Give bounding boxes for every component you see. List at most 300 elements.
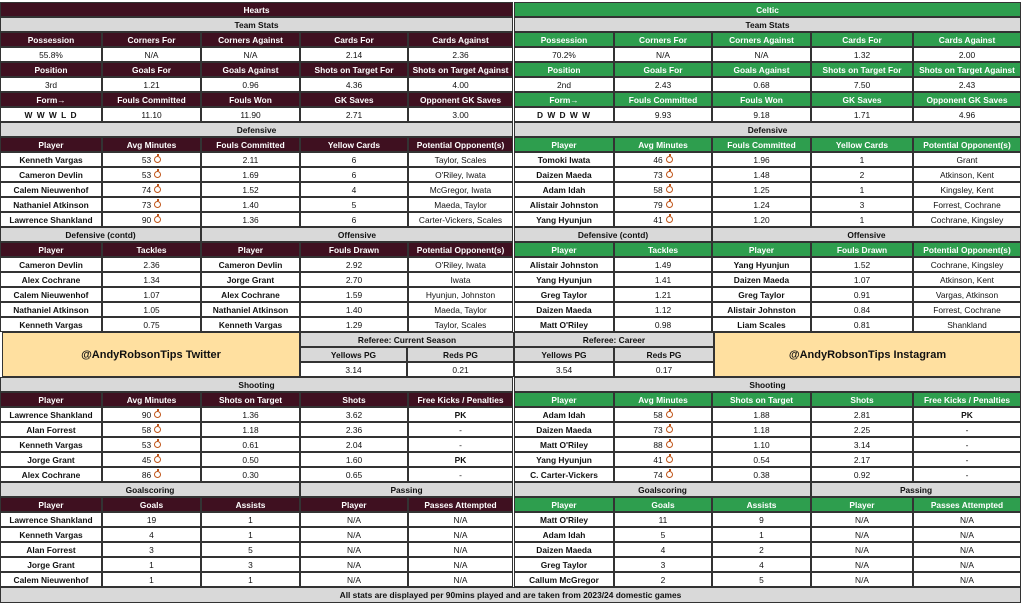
defensive-cell — [102, 167, 201, 182]
stopwatch-icon — [154, 201, 161, 208]
def-contd-cell: Daizen Maeda — [514, 302, 614, 317]
avg-minutes-value: 41 — [653, 454, 663, 465]
shooting-title: Shooting — [514, 377, 1021, 392]
offensive-cell: Iwata — [408, 272, 513, 287]
shooting-cell — [102, 467, 201, 482]
passing-cell: N/A — [811, 512, 913, 527]
defensive-cell: Kingsley, Kent — [913, 182, 1021, 197]
defensive-cell: 1.36 — [201, 212, 300, 227]
shooting-header: Avg Minutes — [102, 392, 201, 407]
def-contd-cell: 1.41 — [614, 272, 712, 287]
shooting-cell: 1.88 — [712, 407, 811, 422]
stat-header: Form→ — [514, 92, 614, 107]
defensive-cell: 2 — [811, 167, 913, 182]
stopwatch-icon — [154, 411, 161, 418]
avg-minutes-value: 41 — [653, 214, 663, 225]
shooting-cell: 2.04 — [300, 437, 408, 452]
defensive-cell: Tomoki Iwata — [514, 152, 614, 167]
goalscoring-cell: Daizen Maeda — [514, 542, 614, 557]
goalscoring-cell: Adam Idah — [514, 527, 614, 542]
goalscoring-cell: 9 — [712, 512, 811, 527]
shooting-cell: Daizen Maeda — [514, 422, 614, 437]
shooting-cell — [102, 437, 201, 452]
passing-cell: N/A — [408, 572, 513, 587]
avg-minutes-value: 45 — [141, 454, 152, 465]
referee-career-title: Referee: Career — [514, 332, 714, 347]
defensive-cell: 1.52 — [201, 182, 300, 197]
defensive-cell: 1.25 — [712, 182, 811, 197]
passing-cell: N/A — [300, 527, 408, 542]
stat-value: 2.71 — [300, 107, 408, 122]
goalscoring-cell: Jorge Grant — [0, 557, 102, 572]
stat-header: Shots on Target Against — [913, 62, 1021, 77]
passing-cell: N/A — [913, 557, 1021, 572]
def-contd-cell: Kenneth Vargas — [0, 317, 102, 332]
defensive-cell — [614, 167, 712, 182]
defensive-cell: 5 — [300, 197, 408, 212]
passing-cell: N/A — [811, 527, 913, 542]
goalscoring-cell: 4 — [712, 557, 811, 572]
shooting-cell: PK — [913, 407, 1021, 422]
defensive-cell — [102, 212, 201, 227]
passing-cell: N/A — [913, 527, 1021, 542]
offensive-cell: Maeda, Taylor — [408, 302, 513, 317]
def-contd-cell: Cameron Devlin — [0, 257, 102, 272]
shooting-cell: - — [408, 422, 513, 437]
offensive-cell: 1.07 — [811, 272, 913, 287]
offensive-cell: Daizen Maeda — [712, 272, 811, 287]
offensive-cell: Alex Cochrane — [201, 287, 300, 302]
defensive-header: Potential Opponent(s) — [408, 137, 513, 152]
shooting-cell: - — [913, 437, 1021, 452]
stat-header: Opponent GK Saves — [408, 92, 513, 107]
avg-minutes-value: 73 — [653, 169, 663, 180]
stat-value: N/A — [102, 47, 201, 62]
passing-header: Passes Attempted — [408, 497, 513, 512]
stopwatch-icon — [666, 171, 673, 178]
stopwatch-icon — [154, 471, 161, 478]
stopwatch-icon — [666, 156, 673, 163]
defensive-cell: 4 — [300, 182, 408, 197]
defensive-header: Player — [514, 137, 614, 152]
referee-value: 0.21 — [407, 362, 514, 377]
defensive-cell: 3 — [811, 197, 913, 212]
passing-cell: N/A — [408, 512, 513, 527]
passing-cell: N/A — [811, 557, 913, 572]
defensive-cell — [614, 152, 712, 167]
shooting-cell: Alan Forrest — [0, 422, 102, 437]
goalscoring-cell: 5 — [201, 542, 300, 557]
passing-header: Player — [300, 497, 408, 512]
stopwatch-icon — [666, 216, 673, 223]
stat-value: 4.36 — [300, 77, 408, 92]
passing-cell: N/A — [408, 542, 513, 557]
shooting-cell: Adam Idah — [514, 407, 614, 422]
shooting-header: Shots — [811, 392, 913, 407]
goalscoring-cell: 1 — [712, 527, 811, 542]
offensive-cell: 1.52 — [811, 257, 913, 272]
defensive-cell: Maeda, Taylor — [408, 197, 513, 212]
stat-value: 4.00 — [408, 77, 513, 92]
stat-value: 7.50 — [811, 77, 913, 92]
avg-minutes-value: 58 — [653, 184, 663, 195]
shooting-cell — [614, 422, 712, 437]
stat-header: Fouls Won — [201, 92, 300, 107]
offensive-cell: 2.70 — [300, 272, 408, 287]
shooting-cell — [102, 407, 201, 422]
stat-header: Position — [0, 62, 102, 77]
goalscoring-cell: 11 — [614, 512, 712, 527]
defensive-cell: 1.69 — [201, 167, 300, 182]
def-contd-header: Player — [0, 242, 102, 257]
shooting-cell: 1.18 — [201, 422, 300, 437]
goalscoring-cell: 4 — [614, 542, 712, 557]
stat-value: 0.96 — [201, 77, 300, 92]
avg-minutes-value: 73 — [653, 424, 663, 435]
defensive-cell: 1.40 — [201, 197, 300, 212]
defensive-cell — [102, 182, 201, 197]
shooting-cell: Kenneth Vargas — [0, 437, 102, 452]
stopwatch-icon — [154, 186, 161, 193]
offensive-cell: 1.40 — [300, 302, 408, 317]
stat-value: 2.36 — [408, 47, 513, 62]
shooting-cell: 1.10 — [712, 437, 811, 452]
stat-value: 0.68 — [712, 77, 811, 92]
offensive-header: Potential Opponent(s) — [408, 242, 513, 257]
stat-value: 11.10 — [102, 107, 201, 122]
stat-header: Shots on Target Against — [408, 62, 513, 77]
shooting-cell — [614, 467, 712, 482]
shooting-cell: Matt O'Riley — [514, 437, 614, 452]
defensive-cell: Carter-Vickers, Scales — [408, 212, 513, 227]
stat-header: Form→ — [0, 92, 102, 107]
defensive-cell: O'Riley, Iwata — [408, 167, 513, 182]
offensive-cell: Greg Taylor — [712, 287, 811, 302]
defensive-title: Defensive — [0, 122, 513, 137]
referee-current-title: Referee: Current Season — [300, 332, 514, 347]
goalscoring-cell: Greg Taylor — [514, 557, 614, 572]
stopwatch-icon — [666, 471, 673, 478]
def-contd-cell: 1.12 — [614, 302, 712, 317]
offensive-cell: 0.84 — [811, 302, 913, 317]
shooting-cell — [102, 422, 201, 437]
stat-header: Corners Against — [201, 32, 300, 47]
shooting-cell: 3.14 — [811, 437, 913, 452]
defensive-cell — [102, 152, 201, 167]
goalscoring-cell: 5 — [614, 527, 712, 542]
passing-cell: N/A — [300, 512, 408, 527]
shooting-cell: 0.65 — [300, 467, 408, 482]
passing-cell: N/A — [913, 512, 1021, 527]
offensive-cell: O'Riley, Iwata — [408, 257, 513, 272]
stat-header: GK Saves — [811, 92, 913, 107]
def-contd-header: Player — [514, 242, 614, 257]
defensive-cell: 6 — [300, 167, 408, 182]
shooting-cell: 0.54 — [712, 452, 811, 467]
stat-value: 2nd — [514, 77, 614, 92]
defensive-cell: Yang Hyunjun — [514, 212, 614, 227]
def-contd-cell: 1.21 — [614, 287, 712, 302]
defensive-cell: 1 — [811, 152, 913, 167]
stopwatch-icon — [154, 426, 161, 433]
avg-minutes-value: 90 — [141, 214, 152, 225]
stat-value: 2.43 — [614, 77, 712, 92]
goalscoring-cell: Kenneth Vargas — [0, 527, 102, 542]
passing-header: Passes Attempted — [913, 497, 1021, 512]
passing-cell: N/A — [913, 572, 1021, 587]
passing-header: Player — [811, 497, 913, 512]
defensive-cell: 6 — [300, 152, 408, 167]
defensive-cell: 1.24 — [712, 197, 811, 212]
offensive-cell: Cameron Devlin — [201, 257, 300, 272]
shooting-cell — [102, 452, 201, 467]
stopwatch-icon — [666, 456, 673, 463]
stat-value: 4.96 — [913, 107, 1021, 122]
defensive-cell: 1 — [811, 182, 913, 197]
stat-header: Cards Against — [408, 32, 513, 47]
offensive-cell: Atkinson, Kent — [913, 272, 1021, 287]
shooting-header: Shots on Target — [712, 392, 811, 407]
referee-value: 3.14 — [300, 362, 407, 377]
passing-cell: N/A — [811, 572, 913, 587]
stat-header: Goals For — [614, 62, 712, 77]
defensive-title: Defensive — [514, 122, 1021, 137]
referee-header: Reds PG — [407, 347, 514, 362]
offensive-cell: Cochrane, Kingsley — [913, 257, 1021, 272]
avg-minutes-value: 58 — [653, 409, 663, 420]
defensive-cell: Nathaniel Atkinson — [0, 197, 102, 212]
def-contd-cell: Matt O'Riley — [514, 317, 614, 332]
offensive-cell: Kenneth Vargas — [201, 317, 300, 332]
shooting-cell: 2.81 — [811, 407, 913, 422]
def-contd-cell: Alistair Johnston — [514, 257, 614, 272]
offensive-header: Player — [201, 242, 300, 257]
defensive-header: Player — [0, 137, 102, 152]
defensive-cell: Forrest, Cochrane — [913, 197, 1021, 212]
team-name: Hearts — [0, 2, 513, 17]
defensive-cell — [614, 182, 712, 197]
offensive-header: Player — [712, 242, 811, 257]
def-contd-cell: Nathaniel Atkinson — [0, 302, 102, 317]
stat-header: Goals Against — [201, 62, 300, 77]
stopwatch-icon — [154, 216, 161, 223]
stat-header: Fouls Committed — [102, 92, 201, 107]
avg-minutes-value: 58 — [141, 424, 152, 435]
shooting-cell: 0.61 — [201, 437, 300, 452]
shooting-cell: - — [913, 452, 1021, 467]
stat-header: Shots on Target For — [300, 62, 408, 77]
defensive-cell: Taylor, Scales — [408, 152, 513, 167]
offensive-title: Offensive — [712, 227, 1021, 242]
defensive-cell: McGregor, Iwata — [408, 182, 513, 197]
offensive-cell: Jorge Grant — [201, 272, 300, 287]
team-name: Celtic — [514, 2, 1021, 17]
shooting-cell: 0.38 — [712, 467, 811, 482]
shooting-cell: 2.25 — [811, 422, 913, 437]
shooting-cell: 3.62 — [300, 407, 408, 422]
stat-header: Fouls Won — [712, 92, 811, 107]
stat-header: Corners For — [102, 32, 201, 47]
shooting-cell: - — [913, 467, 1021, 482]
shooting-cell: 1.18 — [712, 422, 811, 437]
goalscoring-cell: Matt O'Riley — [514, 512, 614, 527]
avg-minutes-value: 74 — [653, 469, 663, 480]
defensive-cell: Cochrane, Kingsley — [913, 212, 1021, 227]
goalscoring-header: Player — [0, 497, 102, 512]
form-value: W W W L D — [0, 107, 102, 122]
defensive-header: Potential Opponent(s) — [913, 137, 1021, 152]
shooting-header: Player — [0, 392, 102, 407]
def-contd-header: Tackles — [102, 242, 201, 257]
stopwatch-icon — [154, 156, 161, 163]
shooting-cell: 0.92 — [811, 467, 913, 482]
offensive-header: Fouls Drawn — [300, 242, 408, 257]
passing-cell: N/A — [913, 542, 1021, 557]
shooting-cell: - — [913, 422, 1021, 437]
stat-value: 1.71 — [811, 107, 913, 122]
stat-header: Cards For — [811, 32, 913, 47]
referee-value: 0.17 — [614, 362, 714, 377]
goalscoring-header: Goals — [102, 497, 201, 512]
passing-cell: N/A — [408, 557, 513, 572]
def-contd-header: Tackles — [614, 242, 712, 257]
team-stats-title: Team Stats — [514, 17, 1021, 32]
goalscoring-cell: 2 — [712, 542, 811, 557]
def-contd-cell: 0.75 — [102, 317, 201, 332]
def-contd-cell: 1.49 — [614, 257, 712, 272]
offensive-cell: 0.91 — [811, 287, 913, 302]
stat-value: 3rd — [0, 77, 102, 92]
shooting-cell: PK — [408, 407, 513, 422]
stat-header: Corners Against — [712, 32, 811, 47]
passing-cell: N/A — [811, 542, 913, 557]
stopwatch-icon — [666, 411, 673, 418]
offensive-header: Fouls Drawn — [811, 242, 913, 257]
goalscoring-cell: Lawrence Shankland — [0, 512, 102, 527]
form-value: D W D W W — [514, 107, 614, 122]
stat-value: N/A — [201, 47, 300, 62]
offensive-cell: Liam Scales — [712, 317, 811, 332]
stat-value: 1.32 — [811, 47, 913, 62]
defensive-header: Avg Minutes — [102, 137, 201, 152]
stopwatch-icon — [666, 426, 673, 433]
shooting-cell: - — [408, 467, 513, 482]
def-contd-cell: Greg Taylor — [514, 287, 614, 302]
offensive-cell: Vargas, Atkinson — [913, 287, 1021, 302]
goalscoring-cell: 1 — [102, 557, 201, 572]
stat-header: Possession — [514, 32, 614, 47]
referee-header: Yellows PG — [300, 347, 407, 362]
stat-header: Cards Against — [913, 32, 1021, 47]
shooting-header: Player — [514, 392, 614, 407]
goalscoring-cell: 3 — [201, 557, 300, 572]
stat-header: Goals Against — [712, 62, 811, 77]
stat-header: Position — [514, 62, 614, 77]
offensive-cell: Hyunjun, Johnston — [408, 287, 513, 302]
defensive-cell: 1.20 — [712, 212, 811, 227]
referee-header: Yellows PG — [514, 347, 614, 362]
shooting-header: Shots on Target — [201, 392, 300, 407]
goalscoring-cell: Calem Nieuwenhof — [0, 572, 102, 587]
team-stats-title: Team Stats — [0, 17, 513, 32]
defensive-cell: 6 — [300, 212, 408, 227]
goalscoring-cell: 1 — [201, 527, 300, 542]
stat-value: 11.90 — [201, 107, 300, 122]
goalscoring-cell: 1 — [201, 512, 300, 527]
goalscoring-cell: Alan Forrest — [0, 542, 102, 557]
stat-header: Goals For — [102, 62, 201, 77]
offensive-cell: Forrest, Cochrane — [913, 302, 1021, 317]
offensive-cell: Alistair Johnston — [712, 302, 811, 317]
stopwatch-icon — [666, 441, 673, 448]
defensive-header: Yellow Cards — [811, 137, 913, 152]
stat-header: Possession — [0, 32, 102, 47]
def-contd-cell: 1.34 — [102, 272, 201, 287]
goalscoring-cell: 1 — [102, 572, 201, 587]
defensive-cell: 2.11 — [201, 152, 300, 167]
shooting-cell — [614, 452, 712, 467]
shooting-cell: 2.17 — [811, 452, 913, 467]
defensive-header: Fouls Committed — [201, 137, 300, 152]
goalscoring-cell: 3 — [614, 557, 712, 572]
stopwatch-icon — [154, 441, 161, 448]
def-contd-cell: Alex Cochrane — [0, 272, 102, 287]
stat-header: Shots on Target For — [811, 62, 913, 77]
def-contd-cell: 1.05 — [102, 302, 201, 317]
goalscoring-header: Goals — [614, 497, 712, 512]
defensive-header: Yellow Cards — [300, 137, 408, 152]
offensive-title: Offensive — [201, 227, 513, 242]
avg-minutes-value: 86 — [141, 469, 152, 480]
shooting-cell — [614, 437, 712, 452]
goalscoring-cell: 5 — [712, 572, 811, 587]
goalscoring-title: Goalscoring — [514, 482, 811, 497]
def-contd-cell: 1.07 — [102, 287, 201, 302]
offensive-cell: 2.92 — [300, 257, 408, 272]
stat-value: 9.93 — [614, 107, 712, 122]
shooting-cell: 0.30 — [201, 467, 300, 482]
def-contd-cell: 2.36 — [102, 257, 201, 272]
shooting-cell: Yang Hyunjun — [514, 452, 614, 467]
offensive-cell: 1.29 — [300, 317, 408, 332]
defensive-cell: 1.96 — [712, 152, 811, 167]
passing-cell: N/A — [300, 572, 408, 587]
referee-header: Reds PG — [614, 347, 714, 362]
avg-minutes-value: 53 — [141, 169, 152, 180]
shooting-cell: Alex Cochrane — [0, 467, 102, 482]
stopwatch-icon — [154, 171, 161, 178]
def-contd-cell: Calem Nieuwenhof — [0, 287, 102, 302]
stat-header: Corners For — [614, 32, 712, 47]
stat-value: N/A — [614, 47, 712, 62]
defensive-cell — [614, 212, 712, 227]
offensive-header: Potential Opponent(s) — [913, 242, 1021, 257]
goalscoring-cell: 3 — [102, 542, 201, 557]
avg-minutes-value: 53 — [141, 439, 152, 450]
shooting-cell: C. Carter-Vickers — [514, 467, 614, 482]
offensive-cell: Nathaniel Atkinson — [201, 302, 300, 317]
avg-minutes-value: 73 — [141, 199, 152, 210]
avg-minutes-value: 88 — [653, 439, 663, 450]
shooting-cell: 2.36 — [300, 422, 408, 437]
shooting-header: Avg Minutes — [614, 392, 712, 407]
goalscoring-cell: 4 — [102, 527, 201, 542]
defensive-header: Fouls Committed — [712, 137, 811, 152]
avg-minutes-value: 46 — [653, 154, 663, 165]
defensive-header: Avg Minutes — [614, 137, 712, 152]
stat-value: 2.43 — [913, 77, 1021, 92]
referee-value: 3.54 — [514, 362, 614, 377]
